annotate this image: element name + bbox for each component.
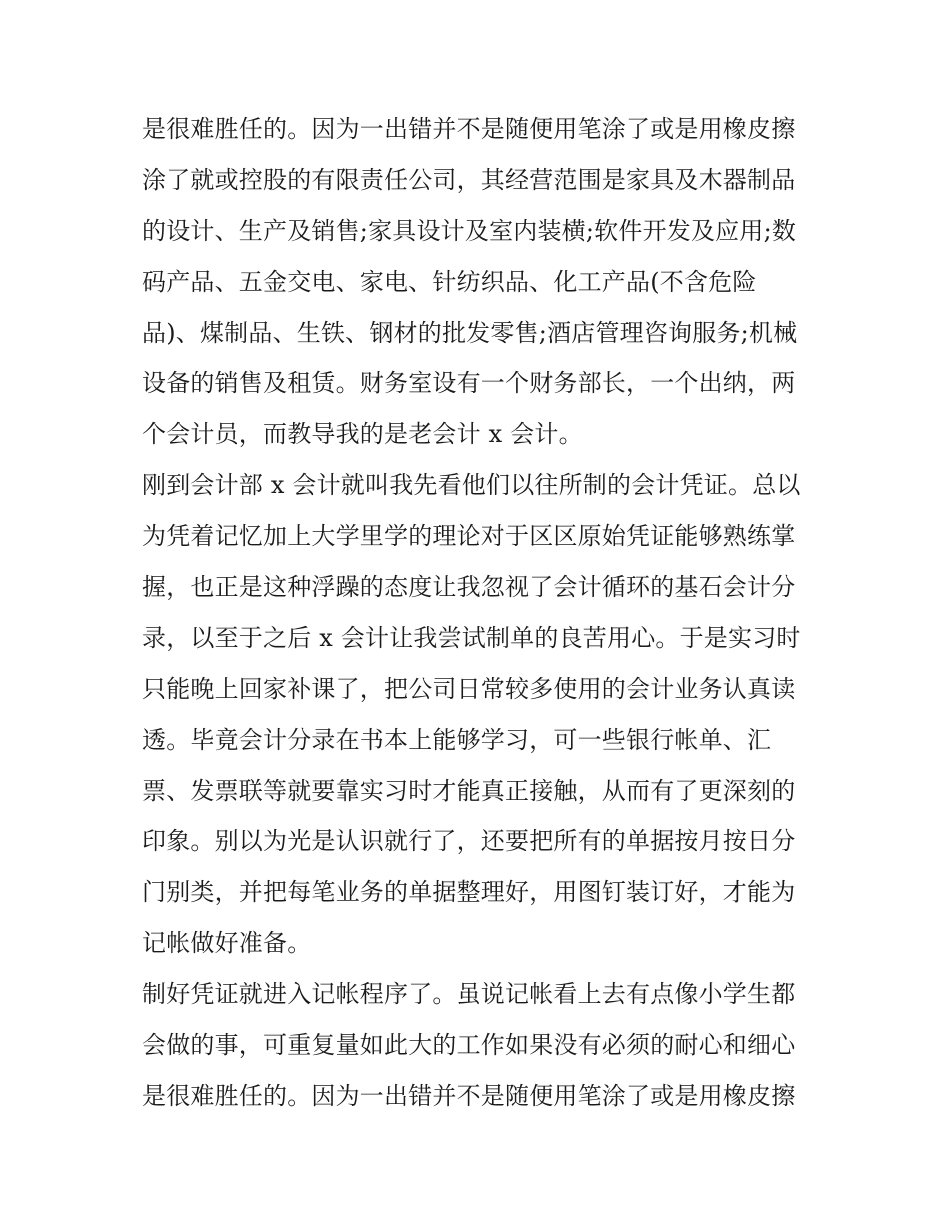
text-line: 的设计、生产及销售;家具设计及室内装横;软件开发及应用;数 — [142, 216, 797, 245]
text-line: 个会计员，而教导我的是老会计 x 会计。 — [142, 420, 583, 449]
document-body — [142, 104, 822, 1122]
text-line: 透。毕竟会计分录在书本上能够学习，可一些银行帐单、汇 — [142, 725, 772, 754]
text-line: 握，也正是这种浮躁的态度让我忽视了会计循环的基石会计分 — [142, 573, 796, 602]
text-line: 码产品、五金交电、家电、针纺织品、化工产品(不含危险 — [142, 267, 757, 296]
text-line: 设备的销售及租赁。财务室设有一个财务部长，一个出纳，两 — [142, 369, 796, 398]
text-line: 只能晚上回家补课了，把公司日常较多使用的会计业务认真读 — [142, 674, 796, 703]
text-line: 印象。别以为光是认识就行了，还要把所有的单据按月按日分 — [142, 827, 796, 856]
text-line: 制好凭证就进入记帐程序了。虽说记帐看上去有点像小学生都 — [142, 980, 796, 1009]
text-line: 涂了就或控股的有限责任公司，其经营范围是家具及木器制品 — [142, 165, 796, 194]
text-line: 门别类，并把每笔业务的单据整理好，用图钉装订好，才能为 — [142, 878, 796, 907]
text-line: 记帐做好准备。 — [142, 929, 312, 958]
text-line: 会做的事，可重复量如此大的工作如果没有必须的耐心和细心 — [142, 1031, 796, 1060]
text-line: 为凭着记忆加上大学里学的理论对于区区原始凭证能够熟练掌 — [142, 522, 796, 551]
text-line: 是很难胜任的。因为一出错并不是随便用笔涂了或是用橡皮擦 — [142, 1081, 796, 1110]
text-line: 刚到会计部 x 会计就叫我先看他们以往所制的会计凭证。总以 — [142, 471, 801, 500]
text-line: 录，以至于之后 x 会计让我尝试制单的良苦用心。于是实习时 — [142, 623, 801, 652]
text-line: 是很难胜任的。因为一出错并不是随便用笔涂了或是用橡皮擦 — [142, 115, 796, 143]
text-line: 票、发票联等就要靠实习时才能真正接触，从而有了更深刻的 — [142, 776, 796, 805]
text-line: 品)、煤制品、生铁、钢材的批发零售;酒店管理咨询服务;机械 — [142, 318, 798, 347]
